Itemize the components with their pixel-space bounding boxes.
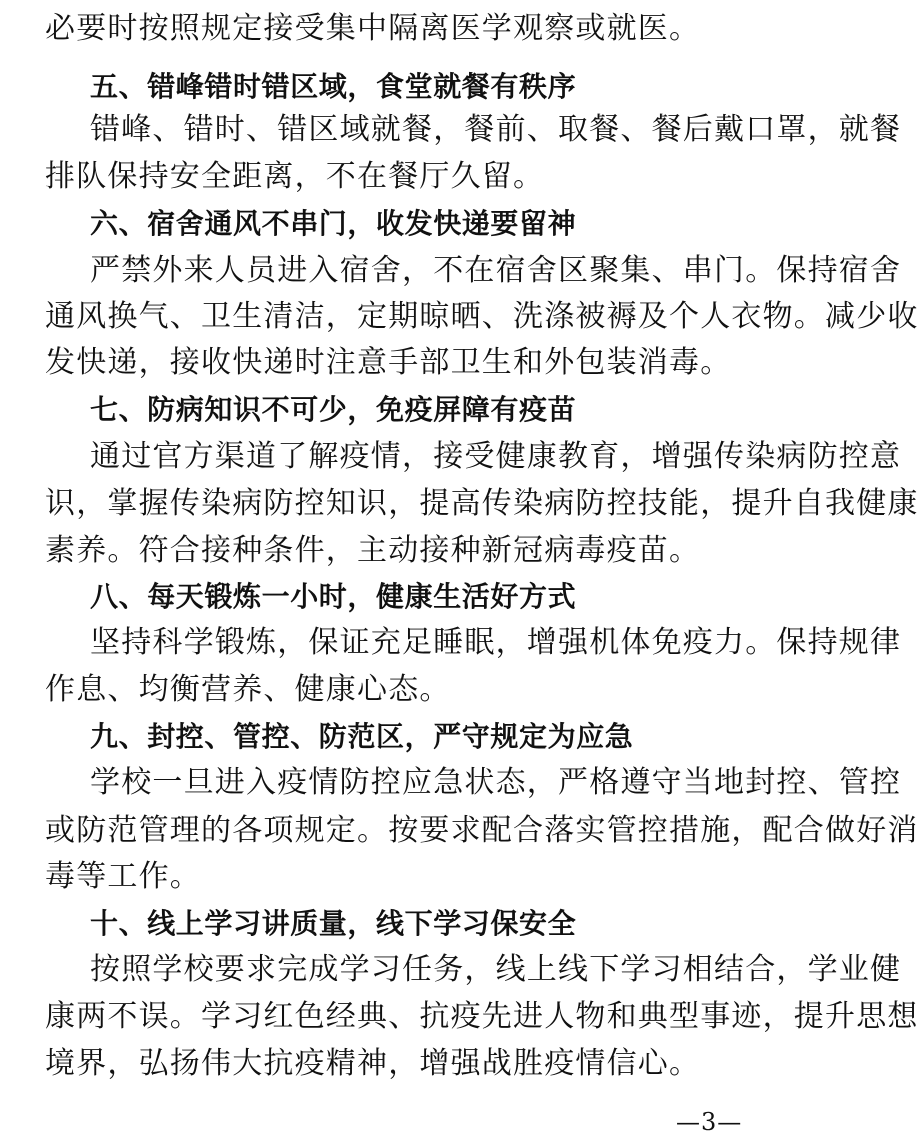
body-text-line: 素养。符合接种条件，主动接种新冠病毒疫苗。 xyxy=(45,533,701,568)
body-text-line: 识，掌握传染病防控知识，提高传染病防控技能，提升自我健康 xyxy=(45,486,919,521)
page-number: —3— xyxy=(676,1108,743,1136)
body-text-line: 按照学校要求完成学习任务，线上线下学习相结合，学业健 xyxy=(90,952,902,987)
body-text-line: 通过官方渠道了解疫情，接受健康教育，增强传染病防控意 xyxy=(90,439,902,474)
body-text-line: 毒等工作。 xyxy=(45,859,201,894)
body-text-line: 排队保持安全距离，不在餐厅久留。 xyxy=(45,159,545,194)
section-heading-6: 六、宿舍通风不串门，收发快递要留神 xyxy=(90,207,577,240)
body-text-line: 错峰、错时、错区域就餐，餐前、取餐、餐后戴口罩，就餐 xyxy=(90,112,902,147)
body-text-line: 康两不误。学习红色经典、抗疫先进人物和典型事迹，提升思想 xyxy=(45,999,919,1034)
body-text-line: 通风换气、卫生清洁，定期晾晒、洗涤被褥及个人衣物。减少收 xyxy=(45,299,919,334)
section-heading-8: 八、每天锻炼一小时，健康生活好方式 xyxy=(90,580,577,613)
section-heading-7: 七、防病知识不可少，免疫屏障有疫苗 xyxy=(90,393,577,426)
body-text-line: 坚持科学锻炼，保证充足睡眠，增强机体免疫力。保持规律 xyxy=(90,625,902,660)
section-heading-9: 九、封控、管控、防范区，严守规定为应急 xyxy=(90,720,634,753)
body-text-line: 作息、均衡营养、健康心态。 xyxy=(45,672,451,707)
section-heading-10: 十、线上学习讲质量，线下学习保安全 xyxy=(90,907,577,940)
body-text-line: 发快递，接收快递时注意手部卫生和外包装消毒。 xyxy=(45,345,732,380)
body-text-line: 或防范管理的各项规定。按要求配合落实管控措施，配合做好消 xyxy=(45,813,919,848)
body-text-line: 学校一旦进入疫情防控应急状态，严格遵守当地封控、管控 xyxy=(90,765,902,800)
section-heading-5: 五、错峰错时错区域，食堂就餐有秩序 xyxy=(90,70,577,103)
body-text-line: 境界，弘扬伟大抗疫精神，增强战胜疫情信心。 xyxy=(45,1046,701,1081)
body-text-line: 严禁外来人员进入宿舍，不在宿舍区聚集、串门。保持宿舍 xyxy=(90,253,902,288)
body-text-line: 必要时按照规定接受集中隔离医学观察或就医。 xyxy=(45,11,701,46)
